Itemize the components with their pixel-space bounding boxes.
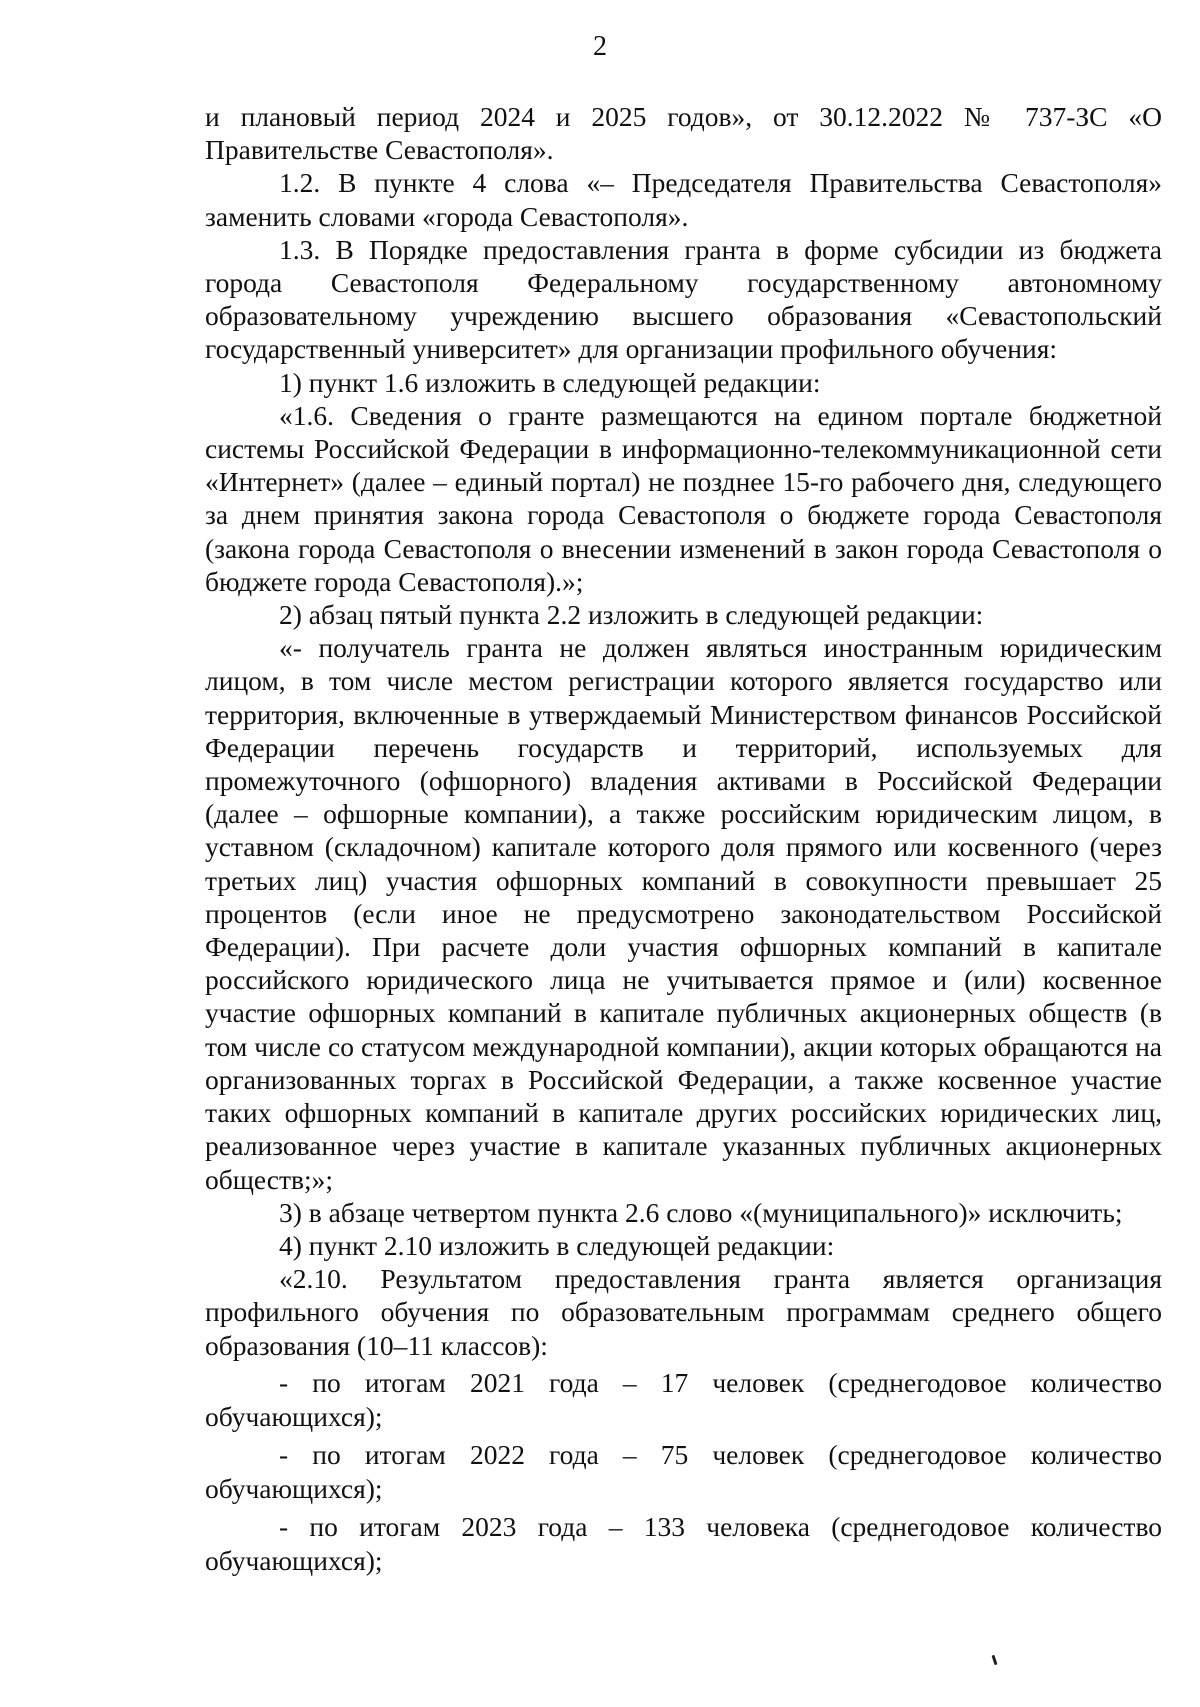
paragraph-quote-2-10: «2.10. Результатом предоставления гранта является организация профильного обучения по образовательным программам среднего общего образования (10–11 классов): (205, 1263, 1162, 1361)
paragraph-subitem-4: 4) пункт 2.10 изложить в следующей редакции: (279, 1229, 835, 1261)
paragraph-item-1-2: 1.2. В пункте 4 слова «– Председателя Правительства Севастополя» заменить словами «города Севастополя». (205, 167, 1162, 232)
document-body (205, 100, 1162, 1578)
list-item-2023: - по итогам 2023 года – 133 человека (среднегодовое количество обучающихся); (205, 1510, 1162, 1576)
paragraph-continuation: и плановый период 2024 и 2025 годов», от 30.12.2022 № 737-ЗС «О Правительстве Севастополя». (205, 101, 1162, 166)
list-item-2021: - по итогам 2021 года – 17 человек (среднегодовое количество обучающихся); (205, 1366, 1162, 1432)
list-item-2022: - по итогам 2022 года – 75 человек (среднегодовое количество обучающихся); (205, 1438, 1162, 1504)
paragraph-subitem-2: 2) абзац пятый пункта 2.2 изложить в следующей редакции: (279, 599, 984, 631)
paragraph-subitem-3: 3) в абзаце четвертом пункта 2.6 слово «(муниципального)» исключить; (279, 1196, 1123, 1228)
paragraph-quote-1-6: «1.6. Сведения о гранте размещаются на едином портале бюджетной системы Российской Федерации в информационно-телекоммуникационной сети «Интернет» (далее – единый портал) не позднее 15-го рабочего дня, следующего за днем принятия закона города Севастополя о бюджете города Севастополя (закона города Севастополя о внесении изменений в закон города Севастополя о бюджете города Севастополя).»; (205, 399, 1162, 597)
paragraph-quote-2-2: «- получатель гранта не должен являться иностранным юридическим лицом, в том числе местом регистрации которого является государство или территория, включенные в утверждаемый Министерством финансов Российской Федерации перечень государств и территорий, используемых для промежуточного (офшорного) владения активами в Российской Федерации (далее – офшорные компании), а также российским юридическим лицом, в уставном (складочном) капитале которого доля прямого или косвенного (через третьих лиц) участия офшорных компаний в совокупности превышает 25 процентов (если иное не предусмотрено законодательством Российской Федерации). При расчете доли участия офшорных компаний в капитале российского юридического лица не учитывается прямое и (или) косвенное участие офшорных компаний в капитале публичных акционерных обществ (в том числе со статусом международной компании), акции которых обращаются на организованных торгах в Российской Федерации, а также косвенное участие таких офшорных компаний в капитале других российских юридических лиц, реализованное через участие в капитале указанных публичных акционерных обществ;»; (205, 632, 1162, 1195)
paragraph-subitem-1: 1) пункт 1.6 изложить в следующей редакции: (279, 366, 821, 398)
scan-mark (992, 1655, 998, 1665)
page-number: 2 (593, 31, 607, 62)
paragraph-item-1-3: 1.3. В Порядке предоставления гранта в форме субсидии из бюджета города Севастополя Федеральному государственному автономному образовательному учреждению высшего образования «Севастопольский государственный университет» для организации профильного обучения: (205, 233, 1162, 365)
